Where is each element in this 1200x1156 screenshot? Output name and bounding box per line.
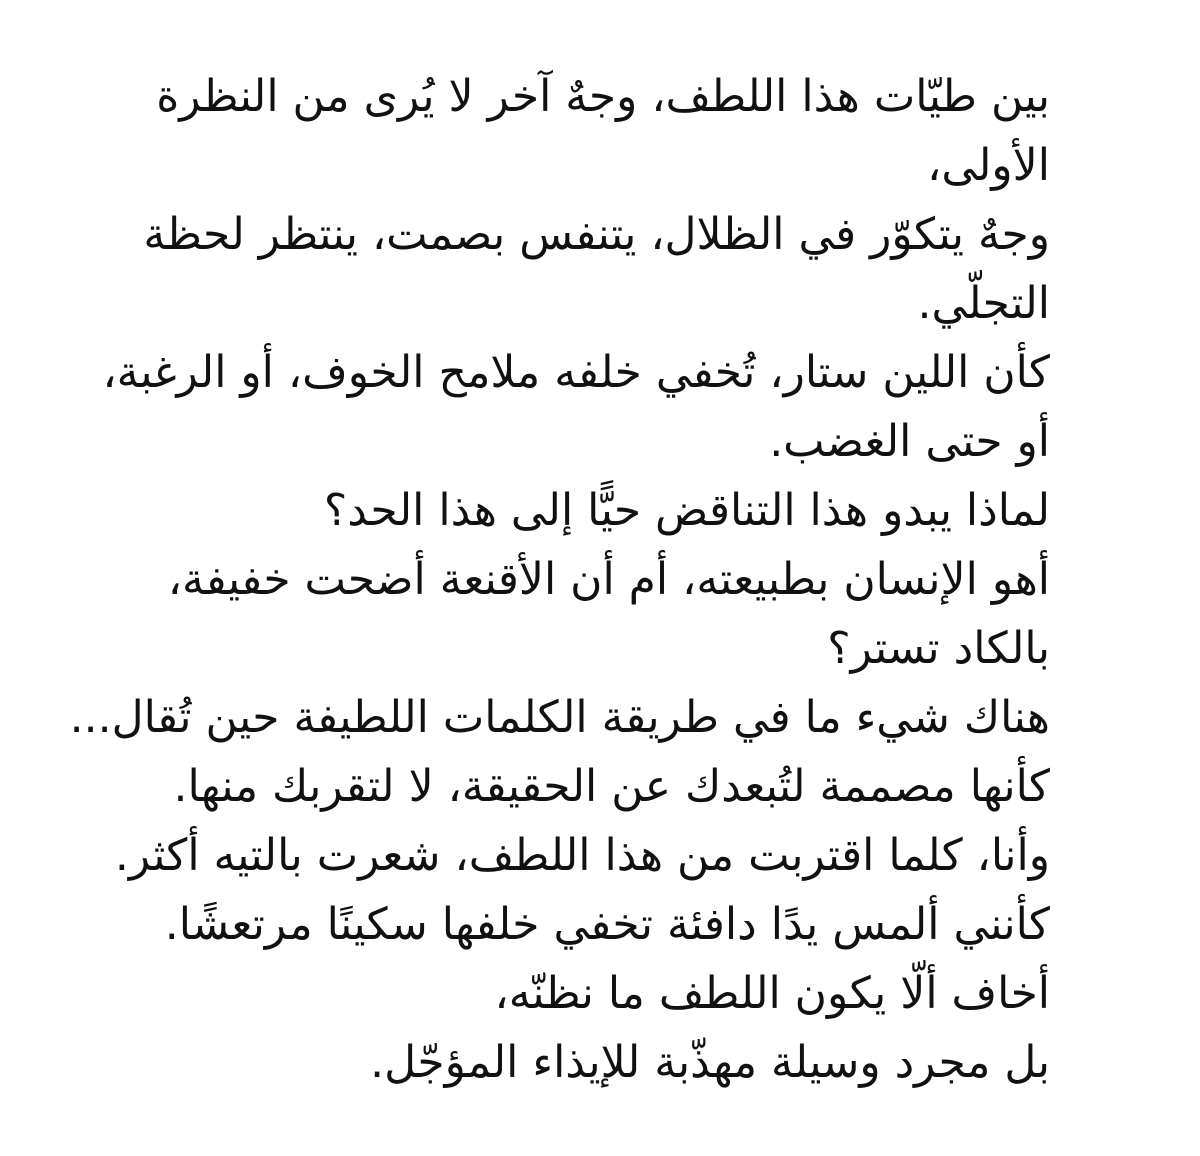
- poem-line: كأن اللين ستار، تُخفي خلفه ملامح الخوف، أو الرغبة،: [102, 347, 1050, 398]
- poem-line: بالكاد تستر؟: [827, 623, 1050, 674]
- poem-line: أخاف ألّا يكون اللطف ما نظنّه،: [494, 968, 1050, 1019]
- poem-text: [60, 62, 1050, 1097]
- poem-line: أهو الإنسان بطبيعته، أم أن الأقنعة أضحت خفيفة،: [167, 554, 1050, 605]
- document-page: [60, 62, 1050, 1116]
- poem-line: بل مجرد وسيلة مهذّبة للإيذاء المؤجّل.: [370, 1037, 1050, 1088]
- poem-line: أو حتى الغضب.: [769, 416, 1050, 467]
- poem-line: لماذا يبدو هذا التناقض حيًّا إلى هذا الحد؟: [323, 485, 1050, 536]
- poem-line: كأنها مصممة لتُبعدك عن الحقيقة، لا لتقربك منها.: [173, 761, 1050, 812]
- poem-line: وأنا، كلما اقتربت من هذا اللطف، شعرت بالتيه أكثر.: [114, 830, 1050, 881]
- poem-line: هناك شيء ما في طريقة الكلمات اللطيفة حين تُقال...: [69, 692, 1050, 743]
- poem-line: الأولى،: [927, 140, 1050, 191]
- poem-line: بين طيّات هذا اللطف، وجهٌ آخر لا يُرى من النظرة: [156, 71, 1050, 122]
- poem-line: التجلّي.: [917, 278, 1050, 329]
- poem-line: كأنني ألمس يدًا دافئة تخفي خلفها سكينًا مرتعشًا.: [164, 899, 1050, 950]
- poem-line: وجهٌ يتكوّر في الظلال، يتنفس بصمت، ينتظر لحظة: [143, 209, 1050, 260]
